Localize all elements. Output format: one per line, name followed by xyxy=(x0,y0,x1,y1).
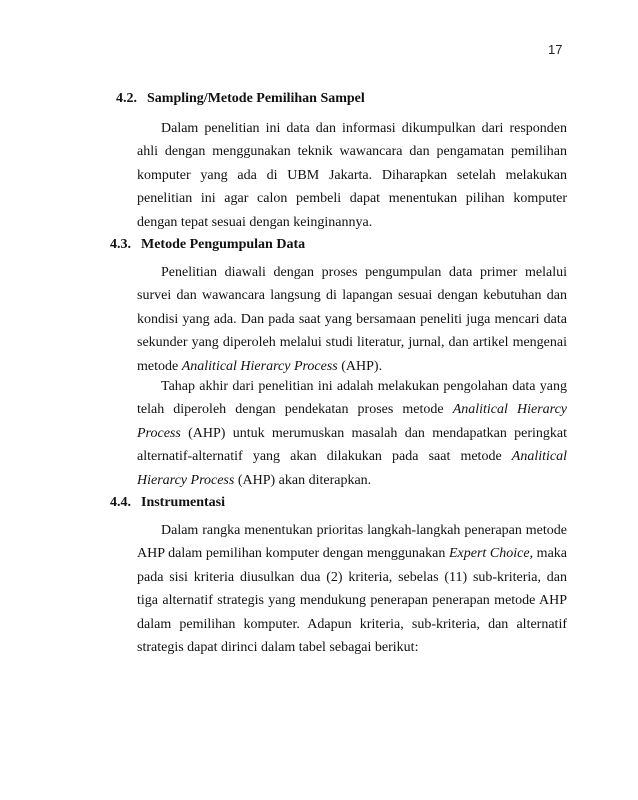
paragraph: Dalam penelitian ini data dan informasi dikumpulkan dari responden ahli dengan menggunakan teknik wawancara dan pengamatan pemilihan komputer yang ada di UBM Jakarta. Diharapkan setelah melakukan penelitian ini agar calon pembeli dapat menentukan pilihan komputer dengan tepat sesuai dengan keinginannya. xyxy=(137,121,567,230)
section-heading-4-3 xyxy=(110,236,305,254)
paragraph: Penelitian diawali dengan proses pengumpulan data primer melalui survei dan wawancara langsung di lapangan sesuai dengan kebutuhan dan kondisi yang ada. Dan pada saat yang bersamaan peneliti juga mencari data sekunder yang diperoleh melalui studi literatur, jurnal, dan artikel mengenai metode Analitical Hierarcy Process (AHP). xyxy=(137,265,567,374)
section-heading-4-4 xyxy=(110,494,225,512)
paragraph: Tahap akhir dari penelitian ini adalah melakukan pengolahan data yang telah diperoleh dengan pendekatan proses metode Analitical Hierarcy Process (AHP) untuk merumuskan masalah dan mendapatkan peringkat alternatif-alternatif yang akan dilakukan pada saat metode Analitical Hierarcy Process (AHP) akan diterapkan. xyxy=(137,379,567,488)
section-title: Metode Pengumpulan Data xyxy=(141,237,306,252)
section-number: 4.3. xyxy=(110,237,131,252)
section-title: Sampling/Metode Pemilihan Sampel xyxy=(147,91,365,106)
paragraph: Dalam rangka menentukan prioritas langkah-langkah penerapan metode AHP dalam pemilihan komputer dengan menggunakan Expert Choice, maka pada sisi kriteria diusulkan dua (2) kriteria, sebelas (11) sub-kriteria, dan tiga alternatif strategis yang mendukung penerapan penerapan metode AHP dalam pemilihan komputer. Adapun kriteria, sub-kriteria, dan alternatif strategis dapat dirinci dalam tabel sebagai berikut: xyxy=(137,523,567,656)
section-heading-4-2 xyxy=(116,90,365,108)
section-number: 4.4. xyxy=(110,495,131,510)
section-number: 4.2. xyxy=(116,91,137,106)
section-title: Instrumentasi xyxy=(141,495,226,510)
page-number: 17 xyxy=(548,42,563,57)
